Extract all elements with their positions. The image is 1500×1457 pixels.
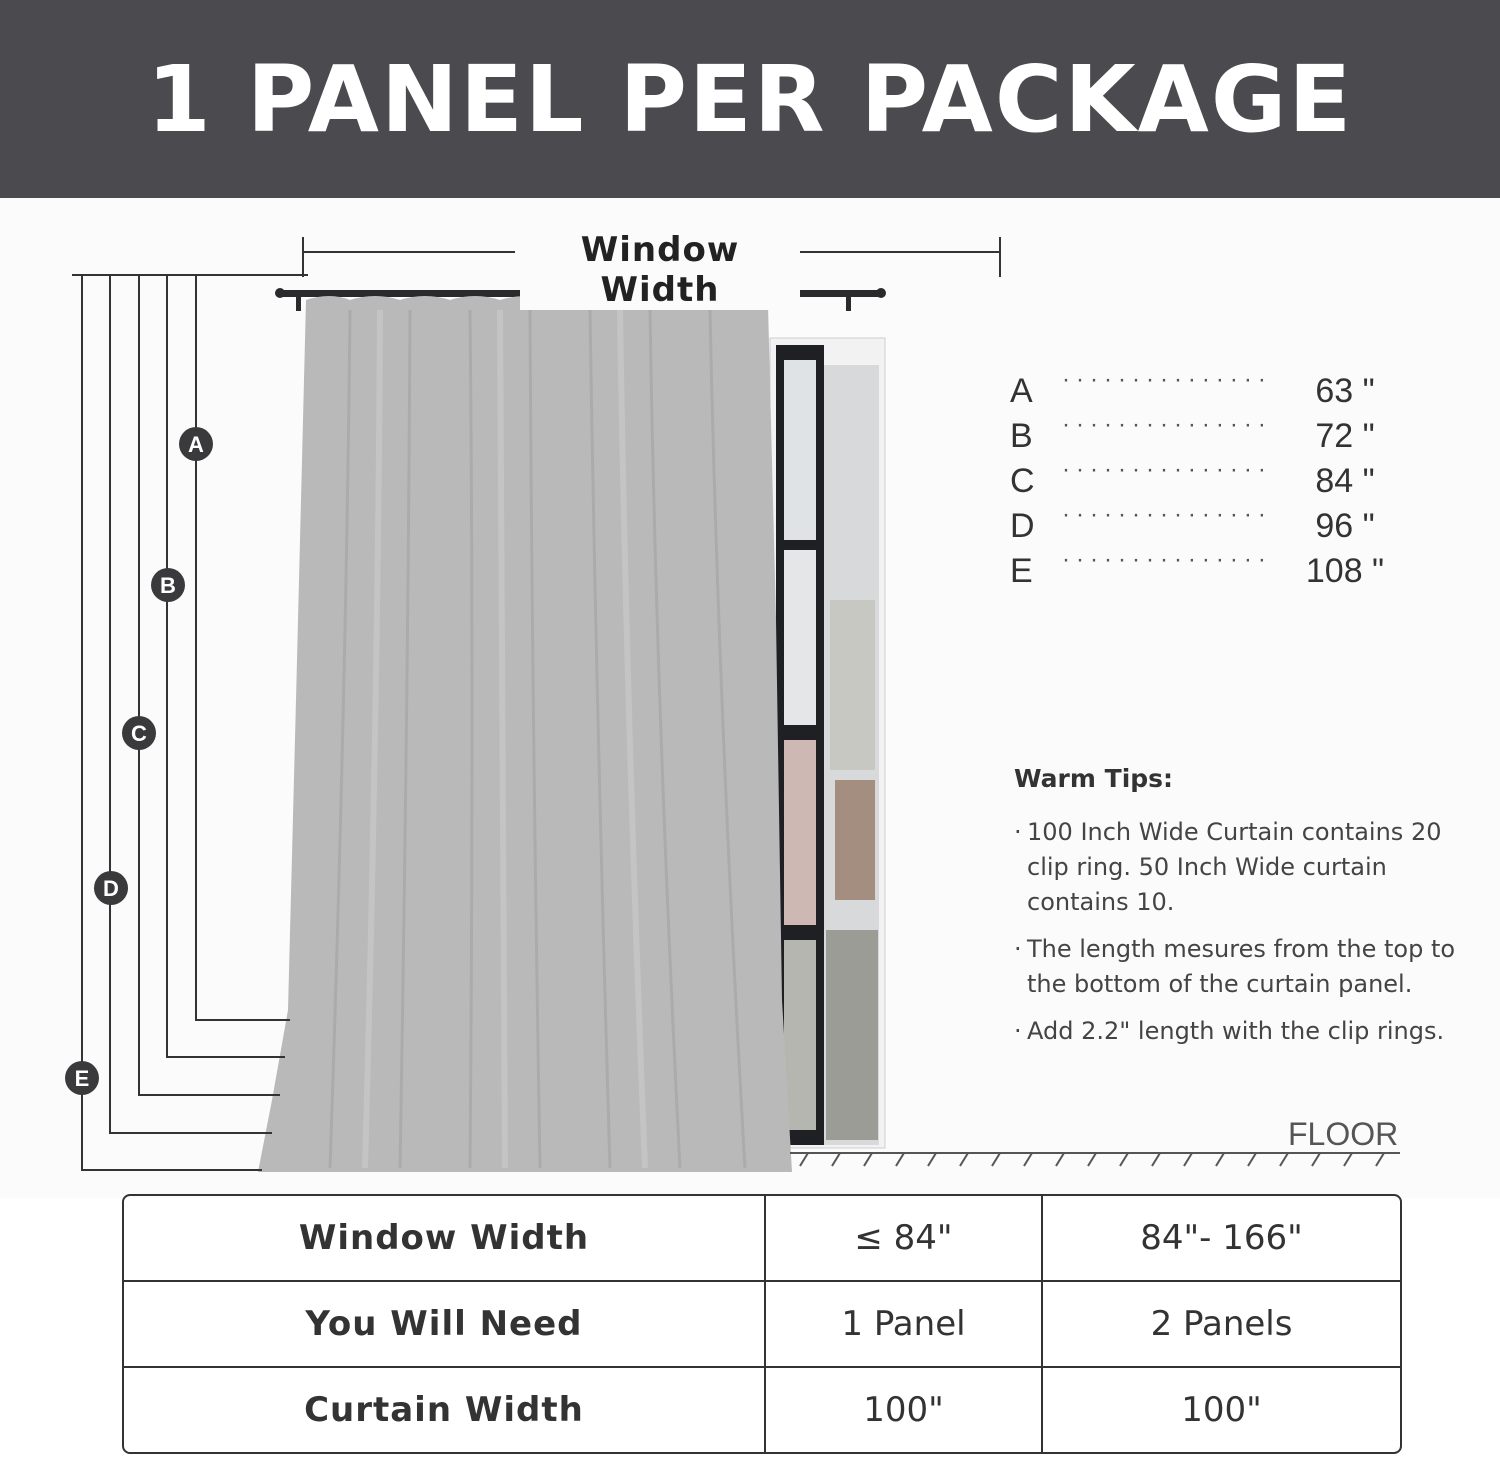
tip-text: 100 Inch Wide Curtain contains 20 clip ring. 50 Inch Wide curtain contains 10. — [1027, 818, 1442, 916]
floor-hatch — [992, 1153, 1000, 1166]
page-title: 1 PANEL PER PACKAGE — [146, 45, 1354, 153]
floor-hatch — [960, 1153, 968, 1166]
floor-hatch — [864, 1153, 872, 1166]
table-cell: 84"- 166" — [1043, 1196, 1400, 1282]
size-value: 96 " — [1315, 507, 1375, 545]
leader-dots: ··············· — [1062, 456, 1272, 483]
floor-hatch — [1056, 1153, 1064, 1166]
floor-hatch — [800, 1153, 808, 1166]
marker-b-label: B — [160, 573, 176, 598]
marker-e-label: E — [74, 1066, 90, 1091]
table-cell: 100" — [1181, 1390, 1262, 1430]
table-row — [124, 1196, 1400, 1282]
tips-title: Warm Tips: — [1014, 764, 1174, 793]
size-value: 72 " — [1315, 417, 1375, 455]
table-cell: 2 Panels — [1043, 1282, 1400, 1368]
size-letter: D — [1010, 507, 1035, 545]
warm-tips — [1014, 764, 1484, 1061]
panels-needed-table — [122, 1194, 1402, 1454]
floor-hatch — [1216, 1153, 1224, 1166]
floor-line — [790, 1153, 1400, 1166]
table-cell: 100" — [766, 1368, 1043, 1452]
size-letter: E — [1010, 552, 1033, 590]
size-letter: B — [1010, 417, 1033, 455]
marker-b — [151, 568, 185, 602]
marker-e — [65, 1061, 99, 1095]
floor-hatch — [1184, 1153, 1192, 1166]
table-row — [124, 1368, 1400, 1452]
floor-hatch — [1248, 1153, 1256, 1166]
size-value: 84 " — [1315, 462, 1375, 500]
length-guides — [72, 275, 308, 1170]
tip-text: The length mesures from the top to the bottom of the curtain panel. — [1027, 935, 1456, 998]
floor-hatch — [1152, 1153, 1160, 1166]
floor-hatch — [1376, 1153, 1384, 1166]
tip-item: · Add 2.2" length with the clip rings. — [1014, 1017, 1445, 1045]
row-header: Window Width — [124, 1196, 766, 1282]
marker-c-label: C — [131, 721, 147, 746]
size-letter: C — [1010, 462, 1035, 500]
leader-dots: ··············· — [1062, 366, 1272, 393]
floor-label: FLOOR — [1288, 1116, 1399, 1152]
table-row — [124, 1282, 1400, 1368]
floor-hatch — [832, 1153, 840, 1166]
floor-hatch — [1024, 1153, 1032, 1166]
tip-item: · 100 Inch Wide Curtain contains 20 clip ring. 50 Inch Wide curtain contains 10. — [1014, 818, 1442, 916]
tip-text: Add 2.2" length with the clip rings. — [1027, 1017, 1445, 1045]
tip-item: · The length mesures from the top to the bottom of the curtain panel. — [1014, 935, 1456, 998]
table-cell: ≤ 84" — [766, 1196, 1043, 1282]
floor-hatch — [896, 1153, 904, 1166]
product-diagram — [0, 198, 1500, 1198]
size-value: 63 " — [1315, 372, 1375, 410]
marker-a-label: A — [188, 432, 204, 457]
row-header: You Will Need — [124, 1282, 766, 1368]
size-letter: A — [1010, 372, 1033, 410]
marker-a — [179, 427, 213, 461]
marker-d-label: D — [103, 876, 119, 901]
floor-hatch — [928, 1153, 936, 1166]
window-width-label: Window Width — [520, 230, 800, 310]
leader-dots: ··············· — [1062, 411, 1272, 438]
floor-hatch — [1280, 1153, 1288, 1166]
table-cell: 1 Panel — [766, 1282, 1043, 1368]
leader-dots: ··············· — [1062, 546, 1272, 573]
curtain-panel — [258, 296, 792, 1172]
window-illustration — [770, 338, 885, 1148]
floor-hatch — [1312, 1153, 1320, 1166]
floor-hatch — [1120, 1153, 1128, 1166]
size-list — [1010, 366, 1410, 597]
row-header: Curtain Width — [124, 1368, 766, 1452]
floor-hatch — [1088, 1153, 1096, 1166]
size-value: 108 " — [1305, 552, 1385, 590]
leader-dots: ··············· — [1062, 501, 1272, 528]
floor-hatch — [1344, 1153, 1352, 1166]
size-row-e — [1010, 546, 1410, 597]
marker-c — [122, 716, 156, 750]
marker-d — [94, 871, 128, 905]
